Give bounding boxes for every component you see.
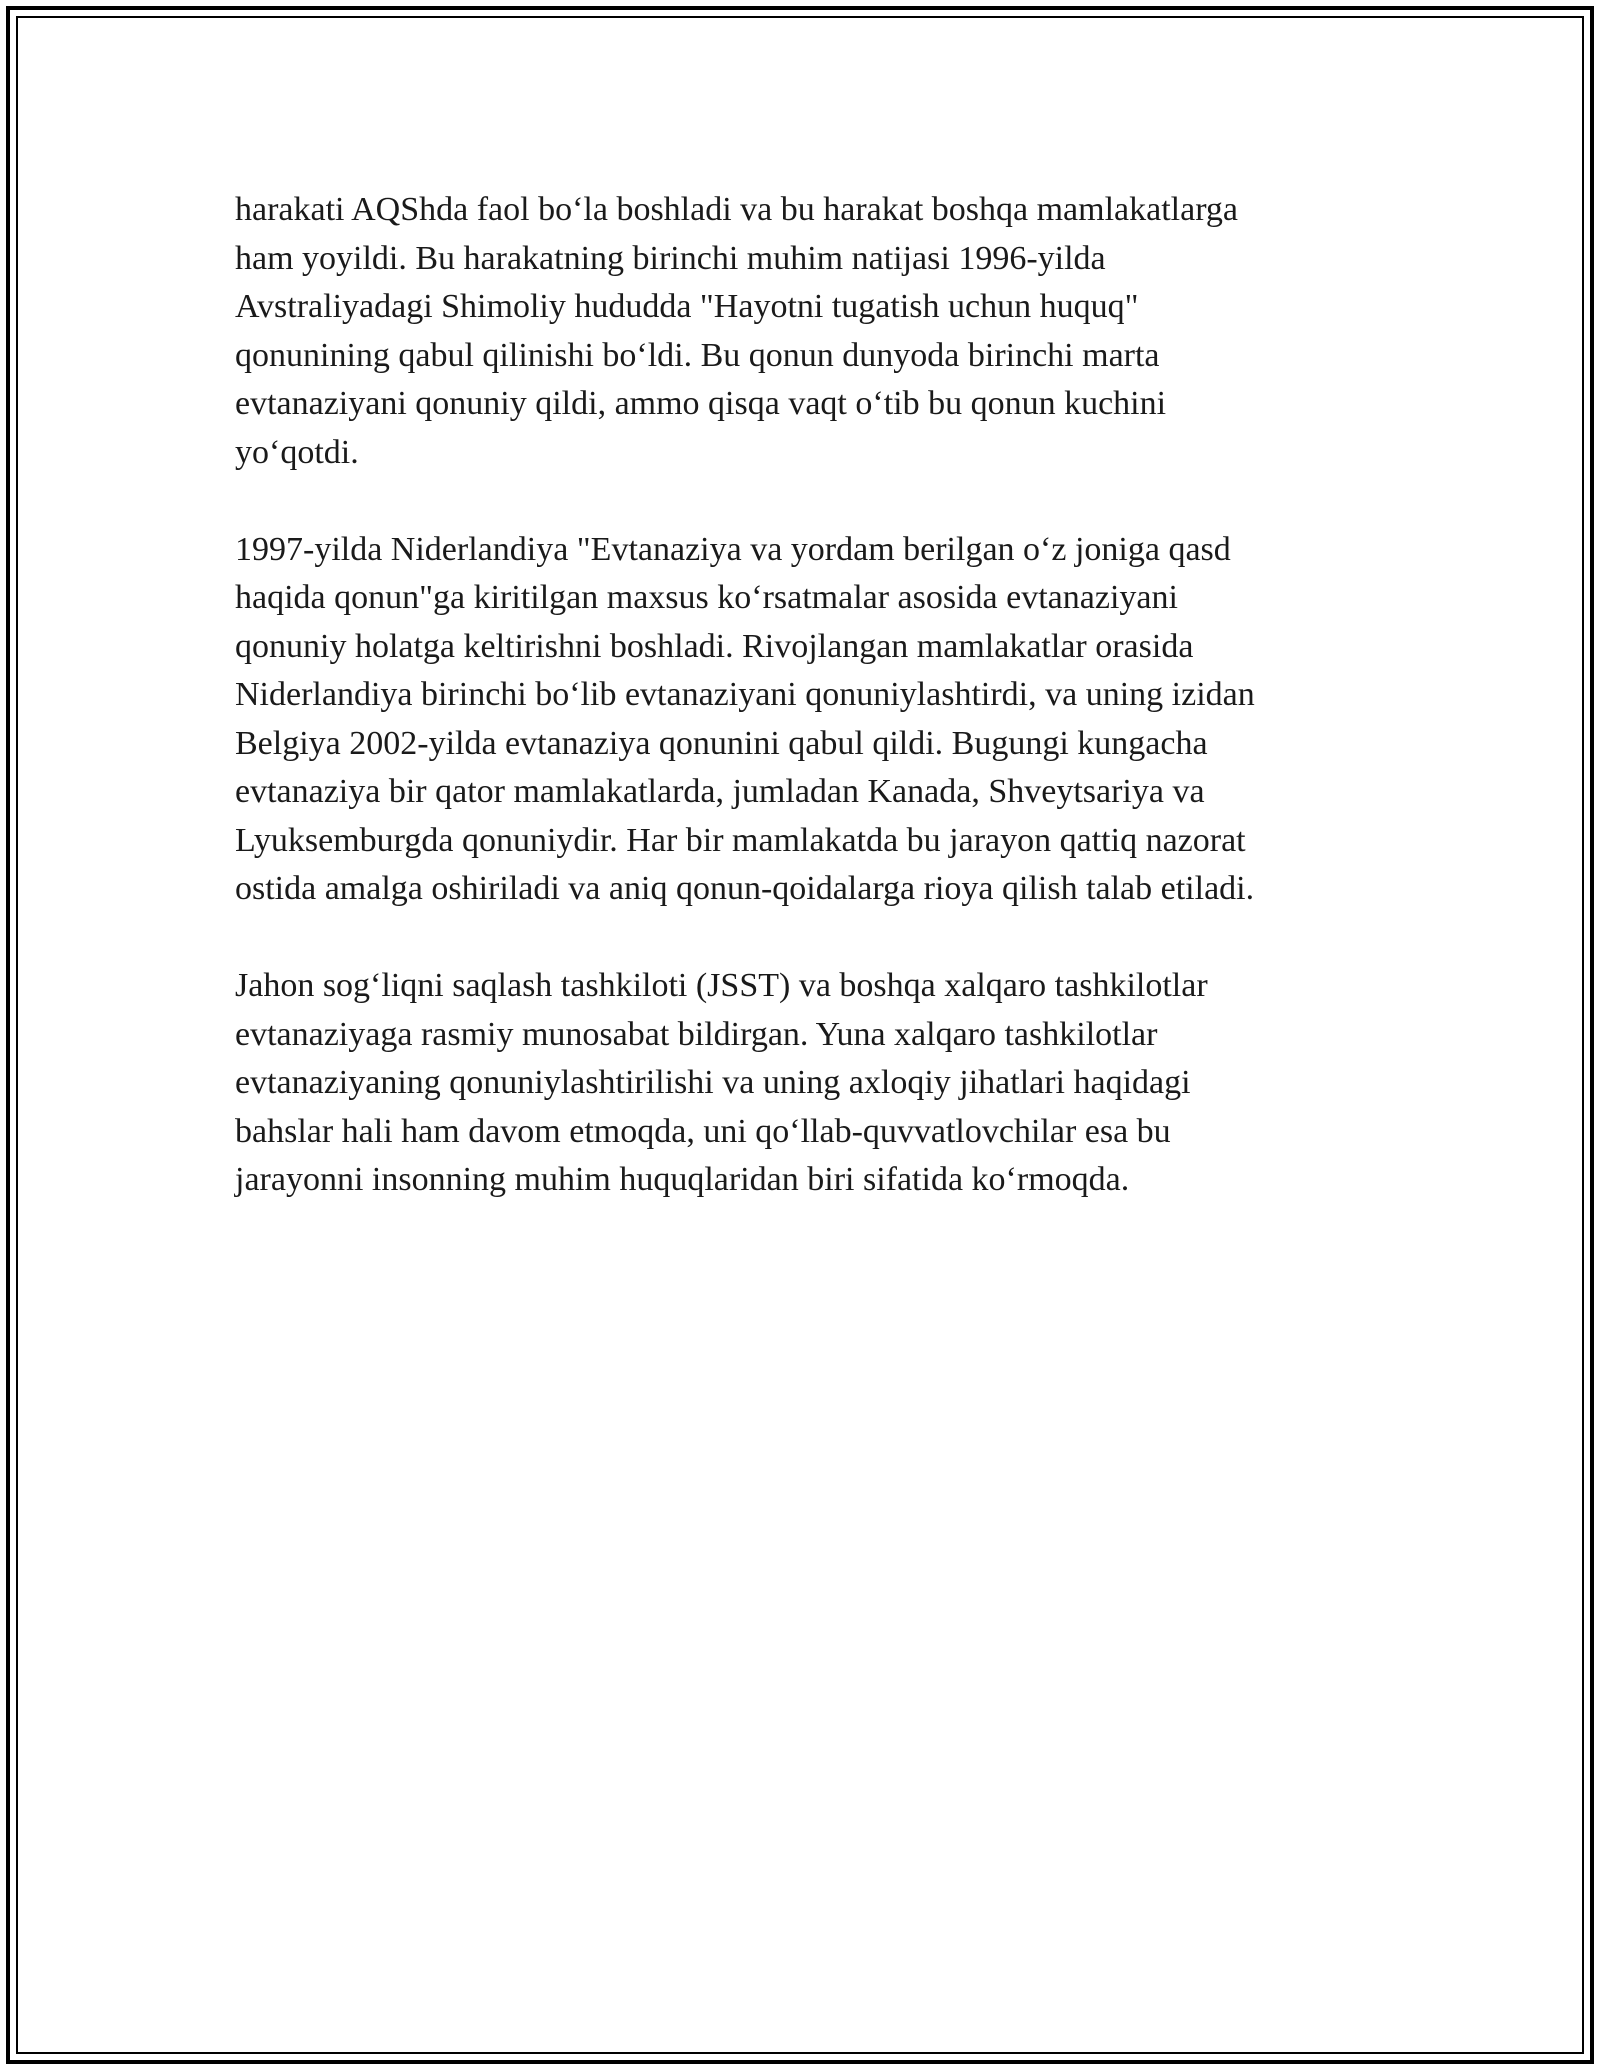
text-line: ham yoyildi. Bu harakatning birinchi muhim natijasi 1996-yilda [235,239,1106,277]
text-line: Belgiya 2002-yilda evtanaziya qonunini qabul qildi. Bugungi kungacha [235,724,1208,762]
paragraph-3 [235,962,1365,1205]
text-line: Niderlandiya birinchi bo‘lib evtanaziyani qonuniylashtirdi, va uning izidan [235,676,1255,713]
text-line: ostida amalga oshiriladi va aniq qonun-qoidalarga rioya qilish talab etiladi. [235,870,1255,907]
paragraph-1 [235,186,1365,477]
text-line: qonunining qabul qilinishi bo‘ldi. Bu qonun dunyoda birinchi marta [235,336,1160,374]
text-line: bahslar hali ham davom etmoqda, uni qo‘llab-quvvatlovchilar esa bu [235,1112,1171,1150]
text-line: evtanaziyaning qonuniylashtirilishi va uning axloqiy jihatlari haqidagi [235,1064,1191,1101]
text-line: evtanaziya bir qator mamlakatlarda, jumladan Kanada, Shveytsariya va [235,773,1205,810]
text-line: Jahon sog‘liqni saqlash tashkiloti (JSST) va boshqa xalqaro tashkilotlar [235,967,1208,1004]
text-line: evtanaziyaga rasmiy munosabat bildirgan. Yuna xalqaro tashkilotlar [235,1015,1158,1053]
text-line: jarayonni insonning muhim huquqlaridan biri sifatida ko‘rmoqda. [235,1161,1130,1198]
text-line: Avstraliyadagi Shimoliy hududda "Hayotni tugatish uchun huquq" [235,288,1139,325]
text-line: evtanaziyani qonuniy qildi, ammo qisqa vaqt o‘tib bu qonun kuchini [235,385,1167,422]
document-body [235,186,1365,1253]
text-line: Lyuksemburgda qonuniydir. Har bir mamlakatda bu jarayon qattiq nazorat [235,821,1246,859]
paragraph-2 [235,526,1365,914]
text-line: 1997-yilda Niderlandiya "Evtanaziya va yordam berilgan o‘z joniga qasd [235,530,1231,568]
text-line: harakati AQShda faol bo‘la boshladi va bu harakat boshqa mamlakatlarga [235,191,1238,228]
text-line: qonuniy holatga keltirishni boshladi. Rivojlangan mamlakatlar orasida [235,627,1194,665]
text-line: haqida qonun"ga kiritilgan maxsus ko‘rsatmalar asosida evtanaziyani [235,579,1178,616]
text-line: yo‘qotdi. [235,433,359,471]
